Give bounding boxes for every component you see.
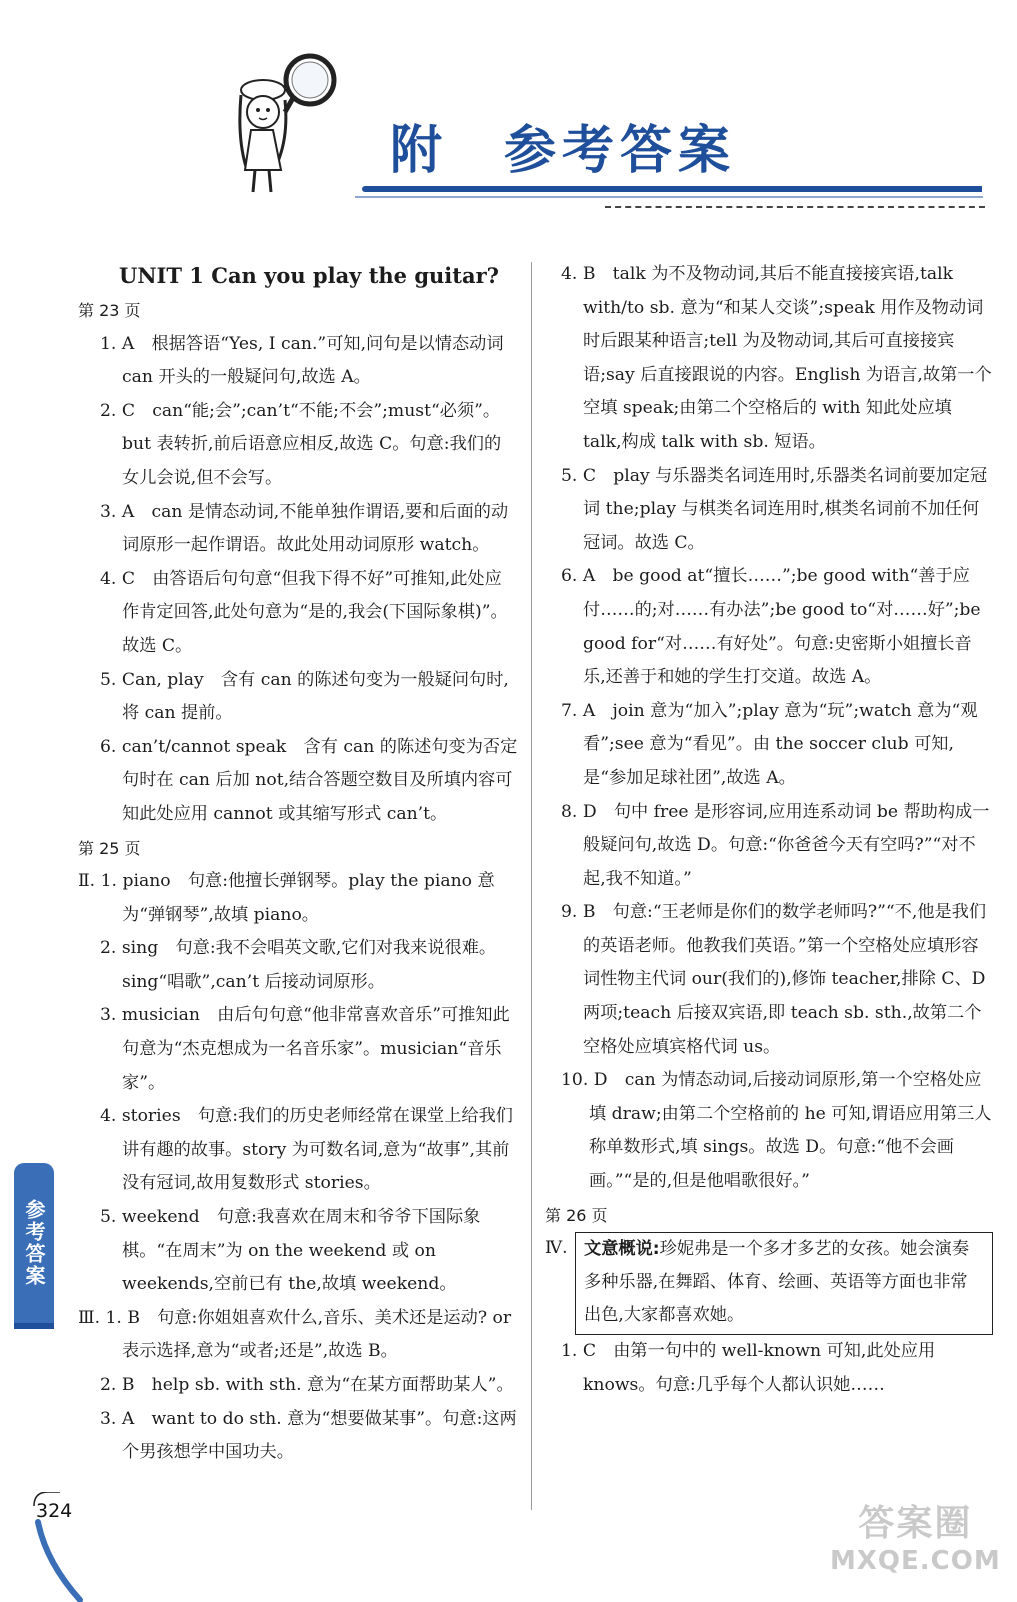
answer-item: 3. musician 由后句句意“他非常喜欢音乐”可推知此句意为“杰克想成为一名音乐家”。musician“音乐家”。 [100,1005,510,1093]
summary-block [545,1232,993,1335]
page-label-26: 第 26 页 [545,1205,608,1225]
summary-text: 珍妮弗是一个多才多艺的女孩。她会演奏多种乐器,在舞蹈、体育、绘画、英语等方面也非常出色,大家都喜欢她。 [584,1239,970,1326]
page-number: 324 [36,1500,73,1522]
page-label-25: 第 25 页 [78,838,141,858]
answer-item: 1. A 根据答语“Yes, I can.”可知,问句是以情态动词 can 开头的一般疑问句,故选 A。 [100,333,504,388]
answer-item: 7. A join 意为“加入”;play 意为“玩”;watch 意为“观看”;see 意为“看见”。由 the soccer club 可知,是“参加足球社团”,故选 A。 [561,700,978,788]
column-divider [531,262,532,1510]
answer-item: 2. sing 句意:我不会唱英文歌,它们对我来说很难。sing“唱歌”,can’t 后接动词原形。 [100,938,497,992]
page-label-23: 第 23 页 [78,301,141,320]
answer-item: 3. A can 是情态动词,不能单独作谓语,要和后面的动词原形一起作谓语。故此处用动词原形 watch。 [100,501,509,556]
watermark-line1: 答案圈 [858,1503,973,1544]
summary-box [575,1232,993,1335]
title-dashed-rule [605,206,985,208]
answer-item: 6. can’t/cannot speak 含有 can 的陈述句变为否定句时在 can 后加 not,结合答题空数目及所填内容可知此处应用 cannot 或其缩写形式 can’t。 [100,736,518,824]
answer-item: 6. A be good at“擅长……”;be good with“善于应付……的;对……有办法”;be good to“对……好”;be good for“对……有好处”。句意:史密斯小姐擅长音乐,还善于和她的学生打交道。故选 A。 [561,566,981,688]
watermark [830,1495,1001,1576]
title-underline-secondary [355,196,983,198]
answer-item: 2. C can“能;会”;can’t“不能;不会”;must“必须”。but 表转折,前后语意应相反,故选 C。句意:我们的女儿会说,但不会写。 [100,400,502,488]
answer-item: 4. B talk 为不及物动词,其后不能直接接宾语,talk with/to sb. 意为“和某人交谈”;speak 用作及物动词时后跟某种语言;tell 为及物动词,其后可直接接宾语;say 后直接跟说的内容。English 为语言,故第一个空填 speak;由第二个空格后的 with 知此处应填 talk,构成 talk with sb. 短语。 [561,264,992,452]
answer-item: 1. C 由第一句中的 well-known 可知,此处应用 knows。句意:几乎每个人都认识她…… [561,1341,936,1395]
right-column [545,258,993,1402]
summary-label: 文意概说: [584,1239,660,1260]
answer-item: 3. A want to do sth. 意为“想要做某事”。句意:这两个男孩想学中国功夫。 [100,1408,517,1463]
answer-item: 2. B help sb. with sth. 意为“在某方面帮助某人”。 [100,1375,514,1395]
answer-item: 5. Can, play 含有 can 的陈述句变为一般疑问句时,将 can 提前。 [100,669,509,724]
page-title: 附 参考答案 [390,121,737,181]
answer-item: 9. B 句意:“王老师是你们的数学老师吗?”“不,他是我们的英语老师。他教我们英语。”第一个空格处应填形容词性物主代词 our(我们的),修饰 teacher,排除 C、D 两项;teach 后接双宾语,即 teach sb. sth.,故第二个空格处应填宾格代词 us。 [561,902,987,1057]
title-underline [362,186,982,192]
section-number: Ⅳ. [545,1238,568,1259]
left-column [78,258,518,1470]
girl-with-magnifier-illustration [215,50,355,200]
answer-item: 5. weekend 句意:我喜欢在周末和爷爷下国际象棋。“在周末”为 on the weekend 或 on weekends,空前已有 the,故填 weekend。 [100,1207,481,1295]
side-tab: 参考答案 [14,1163,54,1323]
answer-item: 5. C play 与乐器类名词连用时,乐器类名词前要加定冠词 the;play 与棋类名词连用时,棋类名词前不加任何冠词。故选 C。 [561,465,988,553]
answer-item: Ⅲ. 1. B 句意:你姐姐喜欢什么,音乐、美术还是运动? or 表示选择,意为“或者;还是”,故选 B。 [78,1307,512,1362]
answer-item: 4. C 由答语后句句意“但我下得不好”可推知,此处应作肯定回答,此处句意为“是的,我会(下国际象棋)”。故选 C。 [100,568,508,656]
unit-title: UNIT 1 Can you play the guitar? [119,263,499,288]
answer-item: 8. D 句中 free 是形容词,应用连系动词 be 帮助构成一般疑问句,故选 D。句意:“你爸爸今天有空吗?”“对不起,我不知道。” [561,801,990,889]
answer-item: Ⅱ. 1. piano 句意:他擅长弹钢琴。play the piano 意为“弹钢琴”,故填 piano。 [78,871,495,925]
watermark-line2: MXQE.COM [830,1546,1001,1576]
side-tab-base [14,1323,54,1329]
answer-item: 4. stories 句意:我们的历史老师经常在课堂上给我们讲有趣的故事。story 为可数名词,意为“故事”,其前没有冠词,故用复数形式 stories。 [100,1106,513,1194]
answer-item: 10. D can 为情态动词,后接动词原形,第一个空格处应填 draw;由第二个空格前的 he 可知,谓语应用第三人称单数形式,填 sings。故选 D。句意:“他不会画画。”“是的,但是他唱歌很好。” [561,1070,992,1192]
